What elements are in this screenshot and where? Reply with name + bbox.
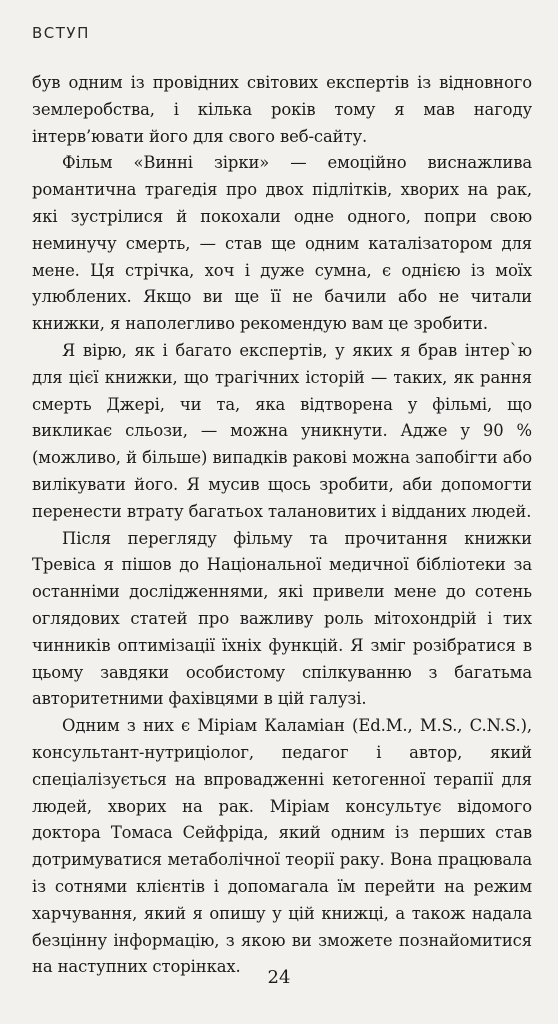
page-number: 24 <box>267 967 291 988</box>
paragraph: Одним з них є Міріам Каламіан (Ed.M., M.S., C.N.S.), консультант-нутриціолог, педагог і автор, який спеціалізується на впровадженні кетогенної терапії для людей, хворих на рак. Міріам консультує відомого доктора Томаса Сейфріда, який одним із перших став дотримуватися метаболічної теорії раку. Вона працювала із сотнями клієнтів і допомагала їм перейти на режим харчування, який я опишу у цій книжці, а також надала безцінну інформацію, з якою ви зможете познайомитися на наступних сторінках. <box>32 716 532 977</box>
paragraph: Я вірю, як і багато експертів, у яких я брав інтер`ю для цієї книжки, що трагічних історій — таких, як рання смерть Джері, чи та, яка відтворена у фільмі, що викликає сльози, — можна уникнути. Адже у 90 % (можливо, й більше) випадків ракові можна запобігти або вилікувати його. Я мусив щось зробити, аби допомогти перенести втрату багатьох талановитих і відданих людей. <box>32 340 532 521</box>
paragraph-continued: був одним із провідних світових експертів із відновного землеробства, і кілька років тому я мав нагоду інтерв’ювати його для свого веб-сайту. <box>32 73 532 146</box>
body-text <box>32 70 532 981</box>
paragraph: Після перегляду фільму та прочитання книжки Тревіса я пішов до Національної медичної бібліотеки за останніми дослідженнями, які привели мене до сотень оглядових статей про важливу роль мітохондрій і тих чинників оптимізації їхніх функцій. Я зміг розібратися в цьому завдяки особистому спілкуванню з багатьма авторитетними фахівцями в цій галузі. <box>32 528 532 709</box>
paragraph: Фільм «Винні зірки» — емоційно виснажлива романтична трагедія про двох підлітків, хворих на рак, які зустрілися й покохали одне одного, попри свою неминучу смерть, — став ще одним каталізатором для мене. Ця стрічка, хоч і дуже сумна, є однією із моїх улюблених. Якщо ви ще її не бачили або не читали книжки, я наполегливо рекомендую вам це зробити. <box>32 153 532 334</box>
running-head: ВСТУП <box>32 24 90 42</box>
